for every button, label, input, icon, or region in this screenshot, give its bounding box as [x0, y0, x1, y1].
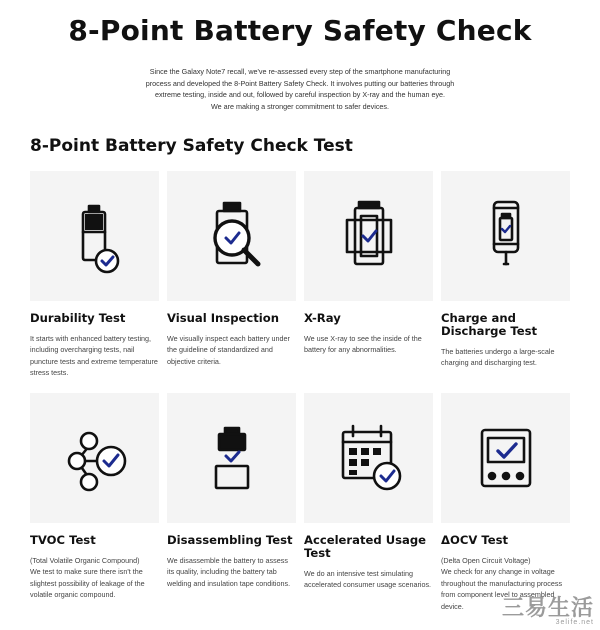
- card-title: Durability Test: [30, 311, 126, 325]
- card-tile: [30, 393, 159, 523]
- battery-check-icon: [45, 186, 145, 286]
- card-tile: [441, 393, 570, 523]
- intro-line: We are making a stronger commitment to safer devices.: [210, 101, 390, 111]
- molecule-check-icon: [45, 408, 145, 508]
- intro-text: [120, 66, 480, 112]
- card-tile: [304, 393, 433, 523]
- magnifier-battery-icon: [182, 186, 282, 286]
- intro-line: Since the Galaxy Note7 recall, we've re-assessed every step of the smartphone manufacturing: [149, 67, 451, 76]
- card-subtitle: (Total Volatile Organic Compound): [30, 556, 140, 565]
- card-tile: [167, 393, 296, 523]
- card-desc: We use X-ray to see the inside of the battery for any abnormalities.: [304, 334, 422, 355]
- xray-battery-icon: [319, 186, 419, 286]
- card-title: Accelerated Usage Test: [304, 533, 427, 560]
- disassembled-battery-icon: [182, 408, 282, 508]
- card-durability-test: [30, 171, 159, 379]
- card-visual-inspection: [167, 171, 296, 367]
- card-desc: We disassemble the battery to assess its quality, including the battery tab welding and insulation tape conditions.: [167, 556, 291, 588]
- page-title: 8-Point Battery Safety Check: [68, 14, 532, 47]
- card-desc: We do an intensive test simulating accelerated consumer usage scenarios.: [304, 569, 432, 590]
- card-title: TVOC Test: [30, 533, 96, 547]
- card-desc: It starts with enhanced battery testing, including overcharging tests, nail puncture tests and extreme temperature stress tests.: [30, 334, 158, 378]
- watermark-logo: [502, 597, 594, 626]
- card-title: Charge and Discharge Test: [441, 311, 538, 338]
- card-desc: We visually inspect each battery under the guideline of standardized and objective criteria.: [167, 334, 290, 366]
- calendar-check-icon: [319, 408, 419, 508]
- watermark-text: 三易生活: [501, 595, 594, 620]
- card-tile: [304, 171, 433, 301]
- card-x-ray: [304, 171, 433, 356]
- card-title: ΔOCV Test: [441, 533, 509, 547]
- card-subtitle: (Delta Open Circuit Voltage): [441, 556, 531, 565]
- card-tile: [167, 171, 296, 301]
- card-title: Visual Inspection: [167, 311, 279, 325]
- card-delta-ocv-test: [441, 393, 570, 612]
- card-charge-discharge: [441, 171, 570, 369]
- card-desc-text: We test to make sure there isn't the slightest possibility of leakage of the volatile organic compound.: [30, 567, 145, 600]
- card-desc: The batteries undergo a large-scale charging and discharging test.: [441, 347, 555, 368]
- card-desc-text: We check for any change in voltage throughout the manufacturing process from component level to assembled device.: [441, 567, 563, 611]
- voltmeter-icon: [456, 408, 556, 508]
- intro-line: extreme testing, inside and out, followed by careful inspection by X-ray and the human eye.: [154, 90, 446, 100]
- card-tvoc-test: [30, 393, 159, 601]
- watermark-url: 3elife.net: [555, 619, 594, 626]
- card-accelerated-usage: [304, 393, 433, 591]
- intro-line: process and developed the 8-Point Battery Safety Check. It involves putting our batteries through: [145, 78, 455, 88]
- section-title: 8-Point Battery Safety Check Test: [30, 136, 353, 156]
- card-title: X-Ray: [304, 311, 341, 325]
- card-tile: [441, 171, 570, 301]
- card-tile: [30, 171, 159, 301]
- card-title: Disassembling Test: [167, 533, 293, 547]
- phone-charging-icon: [456, 186, 556, 286]
- card-disassembling-test: [167, 393, 296, 589]
- card-desc: [30, 555, 159, 601]
